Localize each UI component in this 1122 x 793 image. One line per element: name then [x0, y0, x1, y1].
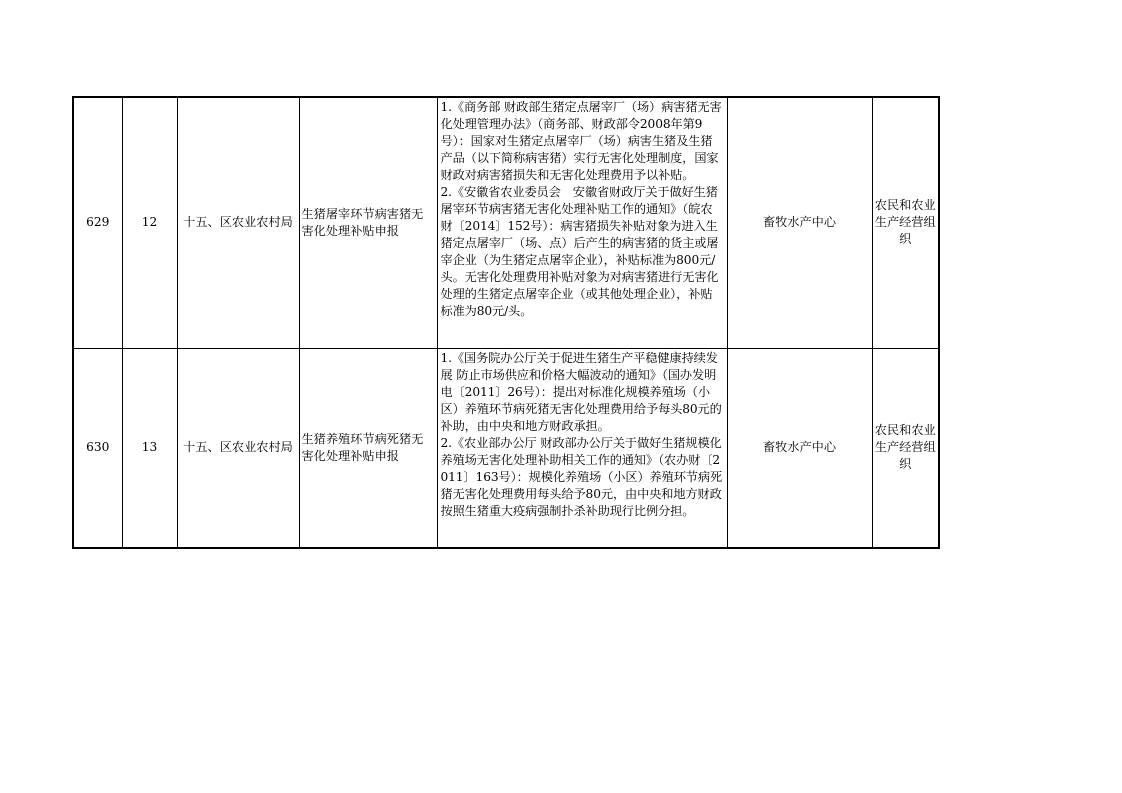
implementing-unit-cell: 畜牧水产中心	[727, 97, 872, 348]
basis-clause: 2.《安徽省农业委员会 安徽省财政厅关于做好生猪屠宰环节病害猪无害化处理补贴工作的通知》（皖农财〔2014〕152号）：病害猪损失补贴对象为进入生猪定点屠宰厂（场、点）后产生的病害猪的货主或屠宰企业（为生猪定点屠宰企业），补贴标准为800元/头。无害化处理费用补贴对象为对病害猪进行无害化处理的生猪定点屠宰企业（或其他处理企业），补贴标准为80元/头。	[440, 185, 719, 318]
department-cell: 十五、区农业农村局	[177, 348, 299, 548]
sub-seq-cell: 12	[122, 97, 177, 348]
legal-basis-cell	[437, 97, 727, 348]
basis-clause: 2.《农业部办公厅 财政部办公厅关于做好生猪规模化养殖场无害化处理补助相关工作的通知》（农办财〔2011〕163号）：规模化养殖场（小区）养殖环节病死猪无害化处理费用每头给予80元，由中央和地方财政按照生猪重大疫病强制扑杀补助现行比例分担。	[440, 435, 723, 518]
seq-cell: 629	[73, 97, 122, 348]
item-name-cell: 生猪屠宰环节病害猪无害化处理补贴申报	[299, 97, 437, 348]
subsidy-table	[72, 96, 940, 549]
implementing-unit-cell: 畜牧水产中心	[727, 348, 872, 548]
service-target-cell: 农民和农业生产经营组织	[872, 348, 939, 548]
table-row	[73, 348, 939, 548]
sub-seq-cell: 13	[122, 348, 177, 548]
service-target-cell: 农民和农业生产经营组织	[872, 97, 939, 348]
item-name-cell: 生猪养殖环节病死猪无害化处理补贴申报	[299, 348, 437, 548]
basis-clause: 1.《商务部 财政部生猪定点屠宰厂（场）病害猪无害化处理管理办法》（商务部、财政部令2008年第9号）：国家对生猪定点屠宰厂（场）病害生猪及生猪产品（以下简称病害猪）实行无害化处理制度，国家财政对病害猪损失和无害化处理费用予以补贴。	[440, 100, 722, 182]
table-row	[73, 97, 939, 348]
department-cell: 十五、区农业农村局	[177, 97, 299, 348]
seq-cell: 630	[73, 348, 122, 548]
basis-clause: 1.《国务院办公厅关于促进生猪生产平稳健康持续发展 防止市场供应和价格大幅波动的通知》（国办发明电〔2011〕26号）：提出对标准化规模养殖场（小区）养殖环节病死猪无害化处理费用给予每头80元的补助，由中央和地方财政承担。	[440, 350, 722, 433]
legal-basis-cell	[437, 348, 727, 548]
